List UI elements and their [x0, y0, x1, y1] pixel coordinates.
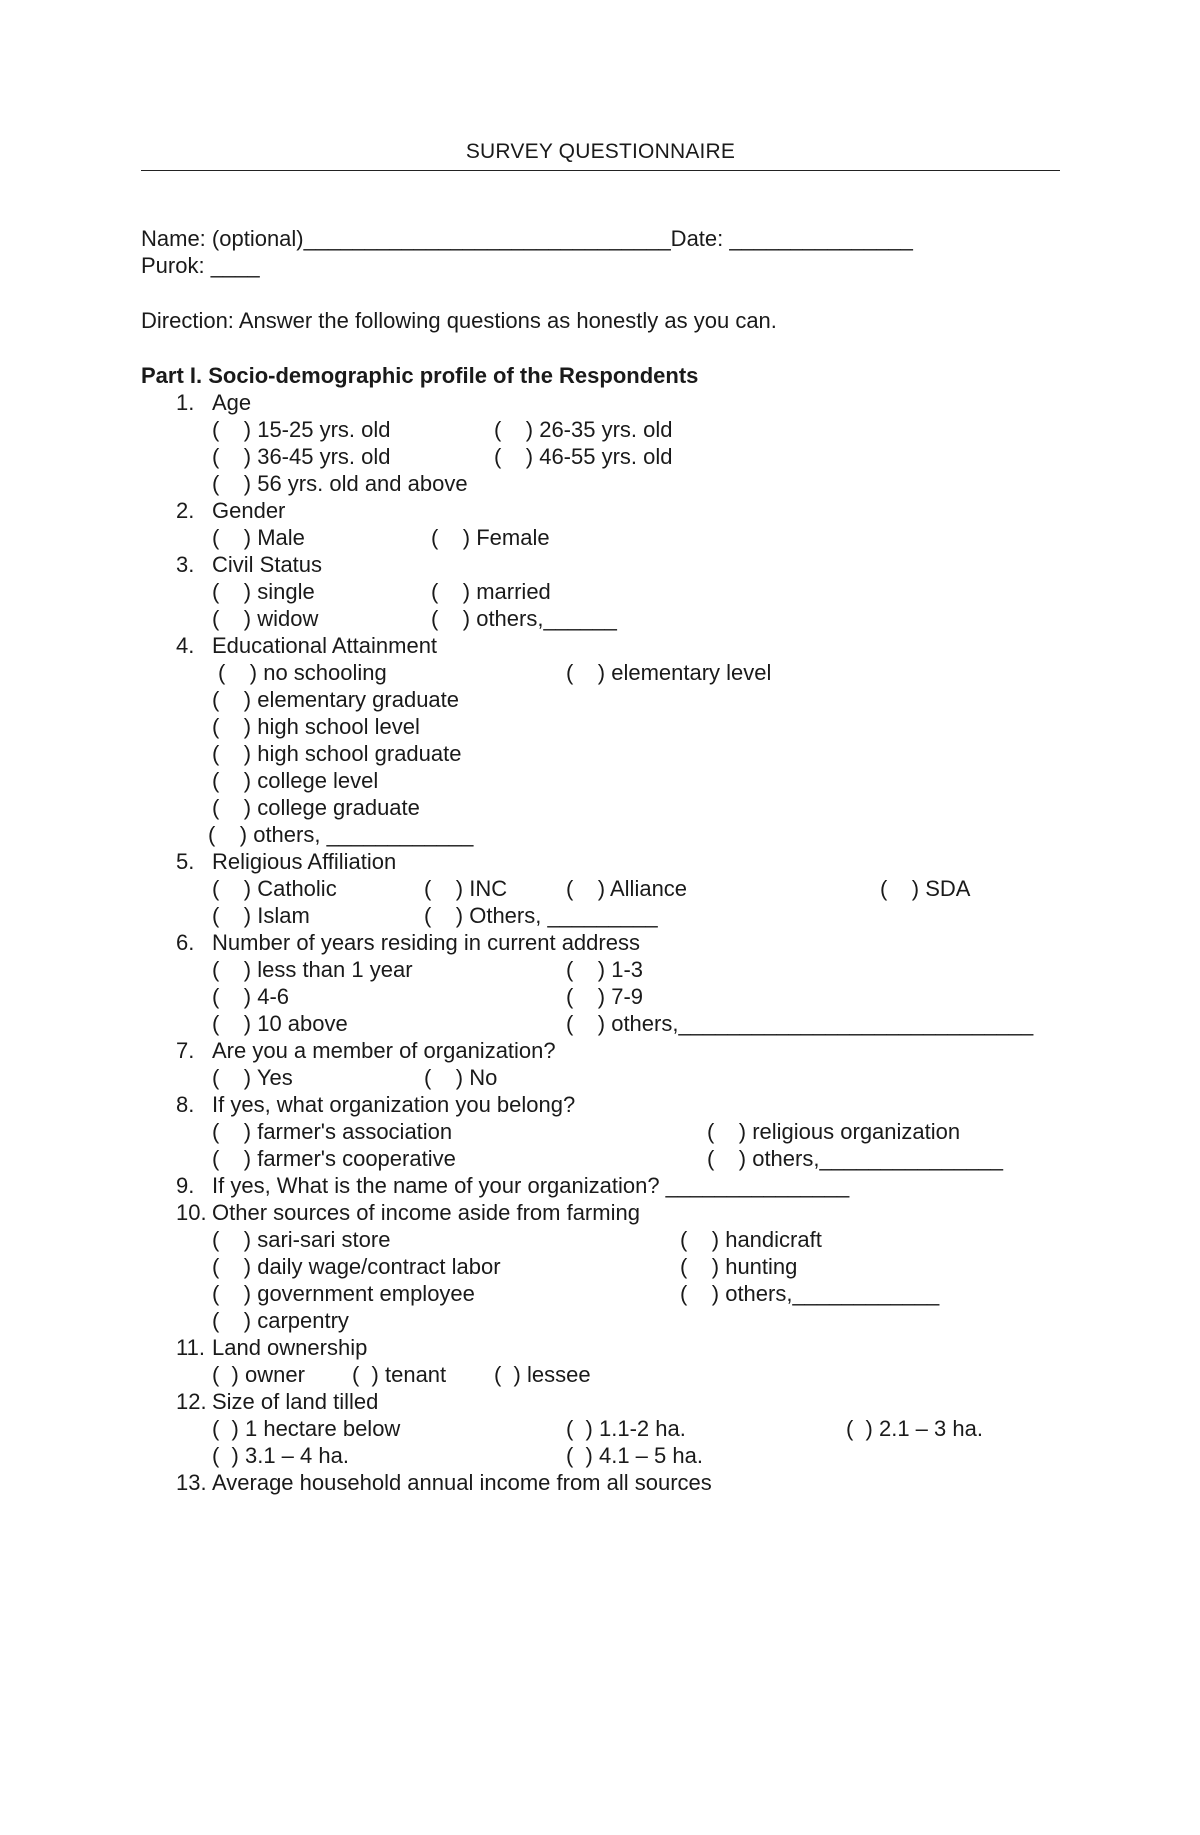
q4-number: 4. — [176, 633, 195, 658]
q2-option: ( ) Female — [431, 525, 550, 550]
q5-option: ( ) Catholic — [212, 876, 337, 901]
q11-option: ( ) lessee — [494, 1362, 591, 1387]
q7-option: ( ) Yes — [212, 1065, 293, 1090]
q8-label: If yes, what organization you belong? — [212, 1092, 576, 1117]
q5-label: Religious Affiliation — [212, 849, 397, 874]
q4-option: ( ) high school graduate — [212, 741, 462, 766]
q1-number: 1. — [176, 390, 195, 415]
q3-option: ( ) others,______ — [431, 606, 617, 631]
q5-option: ( ) Others, _________ — [424, 903, 658, 928]
part1-heading: Part I. Socio-demographic profile of the Respondents — [141, 363, 699, 388]
q6-option: ( ) 4-6 — [212, 984, 290, 1009]
title-underline — [141, 170, 1060, 171]
q4-label: Educational Attainment — [212, 633, 438, 658]
q3-label: Civil Status — [212, 552, 323, 577]
direction-text: Direction: Answer the following questions as honestly as you can. — [141, 308, 777, 333]
q6-option: ( ) less than 1 year — [212, 957, 413, 982]
q13-number: 13. — [176, 1470, 207, 1495]
q11-option: ( ) tenant — [352, 1362, 447, 1387]
q10-option: ( ) hunting — [680, 1254, 798, 1279]
q3-number: 3. — [176, 552, 195, 577]
q10-option: ( ) daily wage/contract labor — [212, 1254, 501, 1279]
q6-option: ( ) 10 above — [212, 1011, 348, 1036]
q1-option: ( ) 36-45 yrs. old — [212, 444, 391, 469]
q12-option: ( ) 1.1-2 ha. — [566, 1416, 686, 1441]
q2-number: 2. — [176, 498, 195, 523]
q5-option: ( ) INC — [424, 876, 508, 901]
q4-option: ( ) college level — [212, 768, 379, 793]
q6-number: 6. — [176, 930, 195, 955]
q9-number: 9. — [176, 1173, 195, 1198]
page-title: SURVEY QUESTIONNAIRE — [465, 140, 736, 163]
q4-option: ( ) no schooling — [218, 660, 387, 685]
q5-option: ( ) Islam — [212, 903, 310, 928]
q6-option: ( ) others,_____________________________ — [566, 1011, 1034, 1036]
q4-option: ( ) college graduate — [212, 795, 420, 820]
q5-option: ( ) SDA — [880, 876, 971, 901]
q5-option: ( ) Alliance — [566, 876, 688, 901]
q4-option: ( ) high school level — [212, 714, 420, 739]
q10-option: ( ) carpentry — [212, 1308, 349, 1333]
q8-option: ( ) religious organization — [707, 1119, 961, 1144]
q5-number: 5. — [176, 849, 195, 874]
q1-option: ( ) 15-25 yrs. old — [212, 417, 391, 442]
purok-field: Purok: ____ — [141, 253, 260, 278]
q12-option: ( ) 1 hectare below — [212, 1416, 401, 1441]
q1-option: ( ) 46-55 yrs. old — [494, 444, 673, 469]
q6-option: ( ) 7-9 — [566, 984, 644, 1009]
q8-number: 8. — [176, 1092, 195, 1117]
q4-option: ( ) elementary graduate — [212, 687, 460, 712]
q4-option: ( ) others, ____________ — [208, 822, 474, 847]
q9-label: If yes, What is the name of your organization? _______________ — [212, 1173, 850, 1198]
q1-option: ( ) 26-35 yrs. old — [494, 417, 673, 442]
q3-option: ( ) widow — [212, 606, 319, 631]
q13-label: Average household annual income from all sources — [212, 1470, 712, 1495]
q4-option: ( ) elementary level — [566, 660, 772, 685]
q10-label: Other sources of income aside from farming — [212, 1200, 640, 1225]
q6-option: ( ) 1-3 — [566, 957, 644, 982]
q2-option: ( ) Male — [212, 525, 305, 550]
q10-option: ( ) handicraft — [680, 1227, 822, 1252]
q7-number: 7. — [176, 1038, 195, 1063]
q7-option: ( ) No — [424, 1065, 498, 1090]
q12-label: Size of land tilled — [212, 1389, 379, 1414]
q11-option: ( ) owner — [212, 1362, 305, 1387]
q8-option: ( ) farmer's cooperative — [212, 1146, 456, 1171]
q12-option: ( ) 3.1 – 4 ha. — [212, 1443, 349, 1468]
q7-label: Are you a member of organization? — [212, 1038, 556, 1063]
q1-option: ( ) 56 yrs. old and above — [212, 471, 468, 496]
q6-label: Number of years residing in current address — [212, 930, 640, 955]
q8-option: ( ) farmer's association — [212, 1119, 453, 1144]
q3-option: ( ) single — [212, 579, 315, 604]
q11-number: 11. — [176, 1335, 205, 1360]
q12-number: 12. — [176, 1389, 207, 1414]
q1-label: Age — [212, 390, 252, 415]
q2-label: Gender — [212, 498, 286, 523]
name-date-field: Name: (optional)______________________________Date: _______________ — [141, 226, 913, 251]
q12-option: ( ) 4.1 – 5 ha. — [566, 1443, 703, 1468]
q10-option: ( ) government employee — [212, 1281, 475, 1306]
q10-option: ( ) sari-sari store — [212, 1227, 391, 1252]
q3-option: ( ) married — [431, 579, 551, 604]
q10-option: ( ) others,____________ — [680, 1281, 940, 1306]
q10-number: 10. — [176, 1200, 207, 1225]
q11-label: Land ownership — [212, 1335, 368, 1360]
q8-option: ( ) others,_______________ — [707, 1146, 1004, 1171]
q12-option: ( ) 2.1 – 3 ha. — [846, 1416, 983, 1441]
